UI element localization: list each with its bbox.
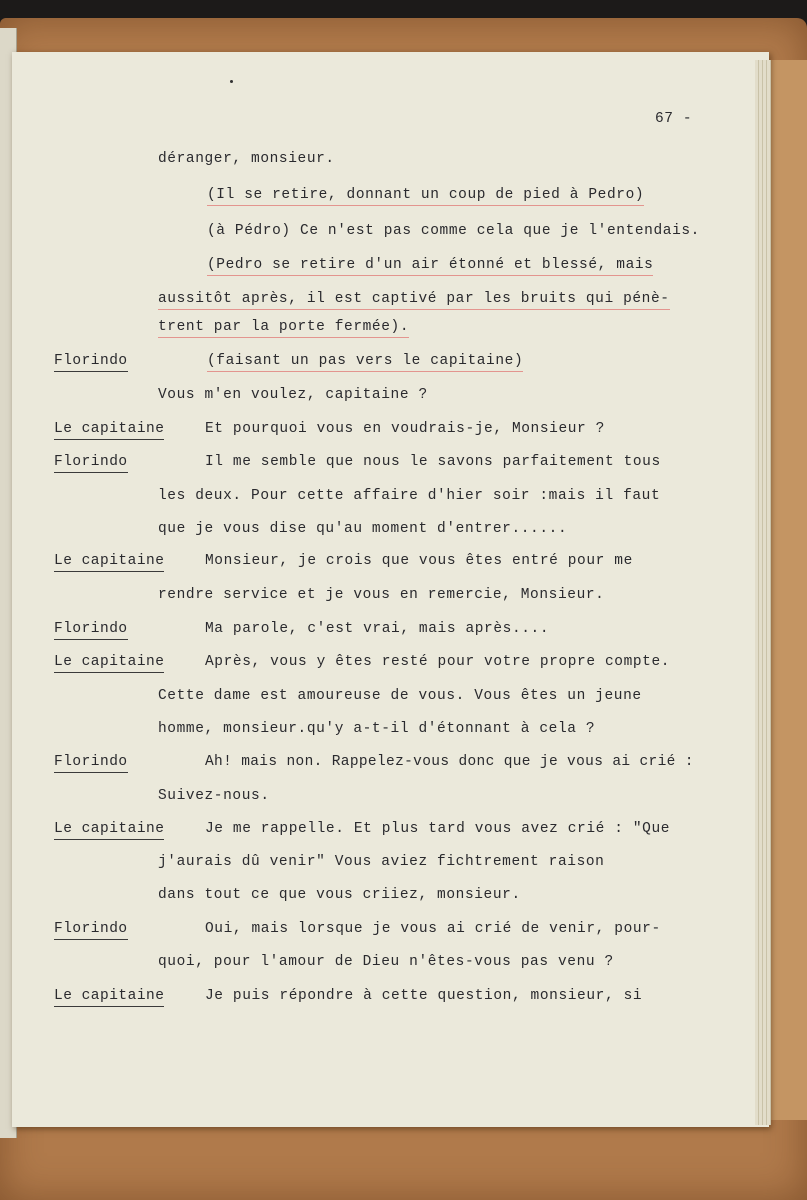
line-text: Et pourquoi vous en voudrais-je, Monsieur ? <box>205 421 605 437</box>
stage-direction: (Pedro se retire d'un air étonné et blessé, mais <box>207 256 653 276</box>
line-text: Il me semble que nous le savons parfaitement tous <box>205 454 661 470</box>
stage-direction: (faisant un pas vers le capitaine) <box>207 352 523 372</box>
stage-direction: trent par la porte fermée). <box>158 318 409 338</box>
line-text: Après, vous y êtes resté pour votre propre compte. <box>205 654 671 670</box>
line-text: Ma parole, c'est vrai, mais après.... <box>205 621 550 637</box>
speaker-label: Florindo <box>54 453 128 473</box>
speaker-label: Le capitaine <box>54 987 164 1007</box>
line-text: j'aurais dû venir" Vous aviez fichtrement raison <box>158 854 605 870</box>
line-text: Vous m'en voulez, capitaine ? <box>158 387 428 403</box>
speaker-label: Florindo <box>54 753 128 773</box>
speaker-label: Le capitaine <box>54 420 164 440</box>
line-text: dans tout ce que vous criiez, monsieur. <box>158 887 521 903</box>
speaker-label: Florindo <box>54 352 128 372</box>
line-text: Suivez-nous. <box>158 788 270 804</box>
stage-direction: (Il se retire, donnant un coup de pied à Pedro) <box>207 186 644 206</box>
speaker-label: Le capitaine <box>54 820 164 840</box>
line-text: Ah! mais non. Rappelez-vous donc que je vous ai crié : <box>205 754 694 770</box>
line-text: (à Pédro) Ce n'est pas comme cela que je l'entendais. <box>207 223 700 239</box>
speaker-label: Le capitaine <box>54 552 164 572</box>
ink-dot <box>230 80 233 83</box>
page-number: 67 - <box>655 111 693 127</box>
line-text: Je puis répondre à cette question, monsieur, si <box>205 988 643 1004</box>
line-text: homme, monsieur.qu'y a-t-il d'étonnant à cela ? <box>158 721 596 737</box>
speaker-label: Florindo <box>54 620 128 640</box>
line-text: Cette dame est amoureuse de vous. Vous êtes un jeune <box>158 688 642 704</box>
line-text: Je me rappelle. Et plus tard vous avez crié : "Que <box>205 821 671 837</box>
line-text: quoi, pour l'amour de Dieu n'êtes-vous pas venu ? <box>158 954 614 970</box>
line-text: que je vous dise qu'au moment d'entrer...... <box>158 521 568 537</box>
line-text: rendre service et je vous en remercie, Monsieur. <box>158 587 605 603</box>
speaker-label: Le capitaine <box>54 653 164 673</box>
line-text: Oui, mais lorsque je vous ai crié de venir, pour- <box>205 921 661 937</box>
line-text: Monsieur, je crois que vous êtes entré pour me <box>205 553 633 569</box>
stage-direction: aussitôt après, il est captivé par les bruits qui pénè- <box>158 290 670 310</box>
page-stack-edge <box>755 60 771 1125</box>
line-text: déranger, monsieur. <box>158 151 335 167</box>
folder-edge <box>769 60 807 1120</box>
line-text: les deux. Pour cette affaire d'hier soir :mais il faut <box>158 488 661 504</box>
speaker-label: Florindo <box>54 920 128 940</box>
